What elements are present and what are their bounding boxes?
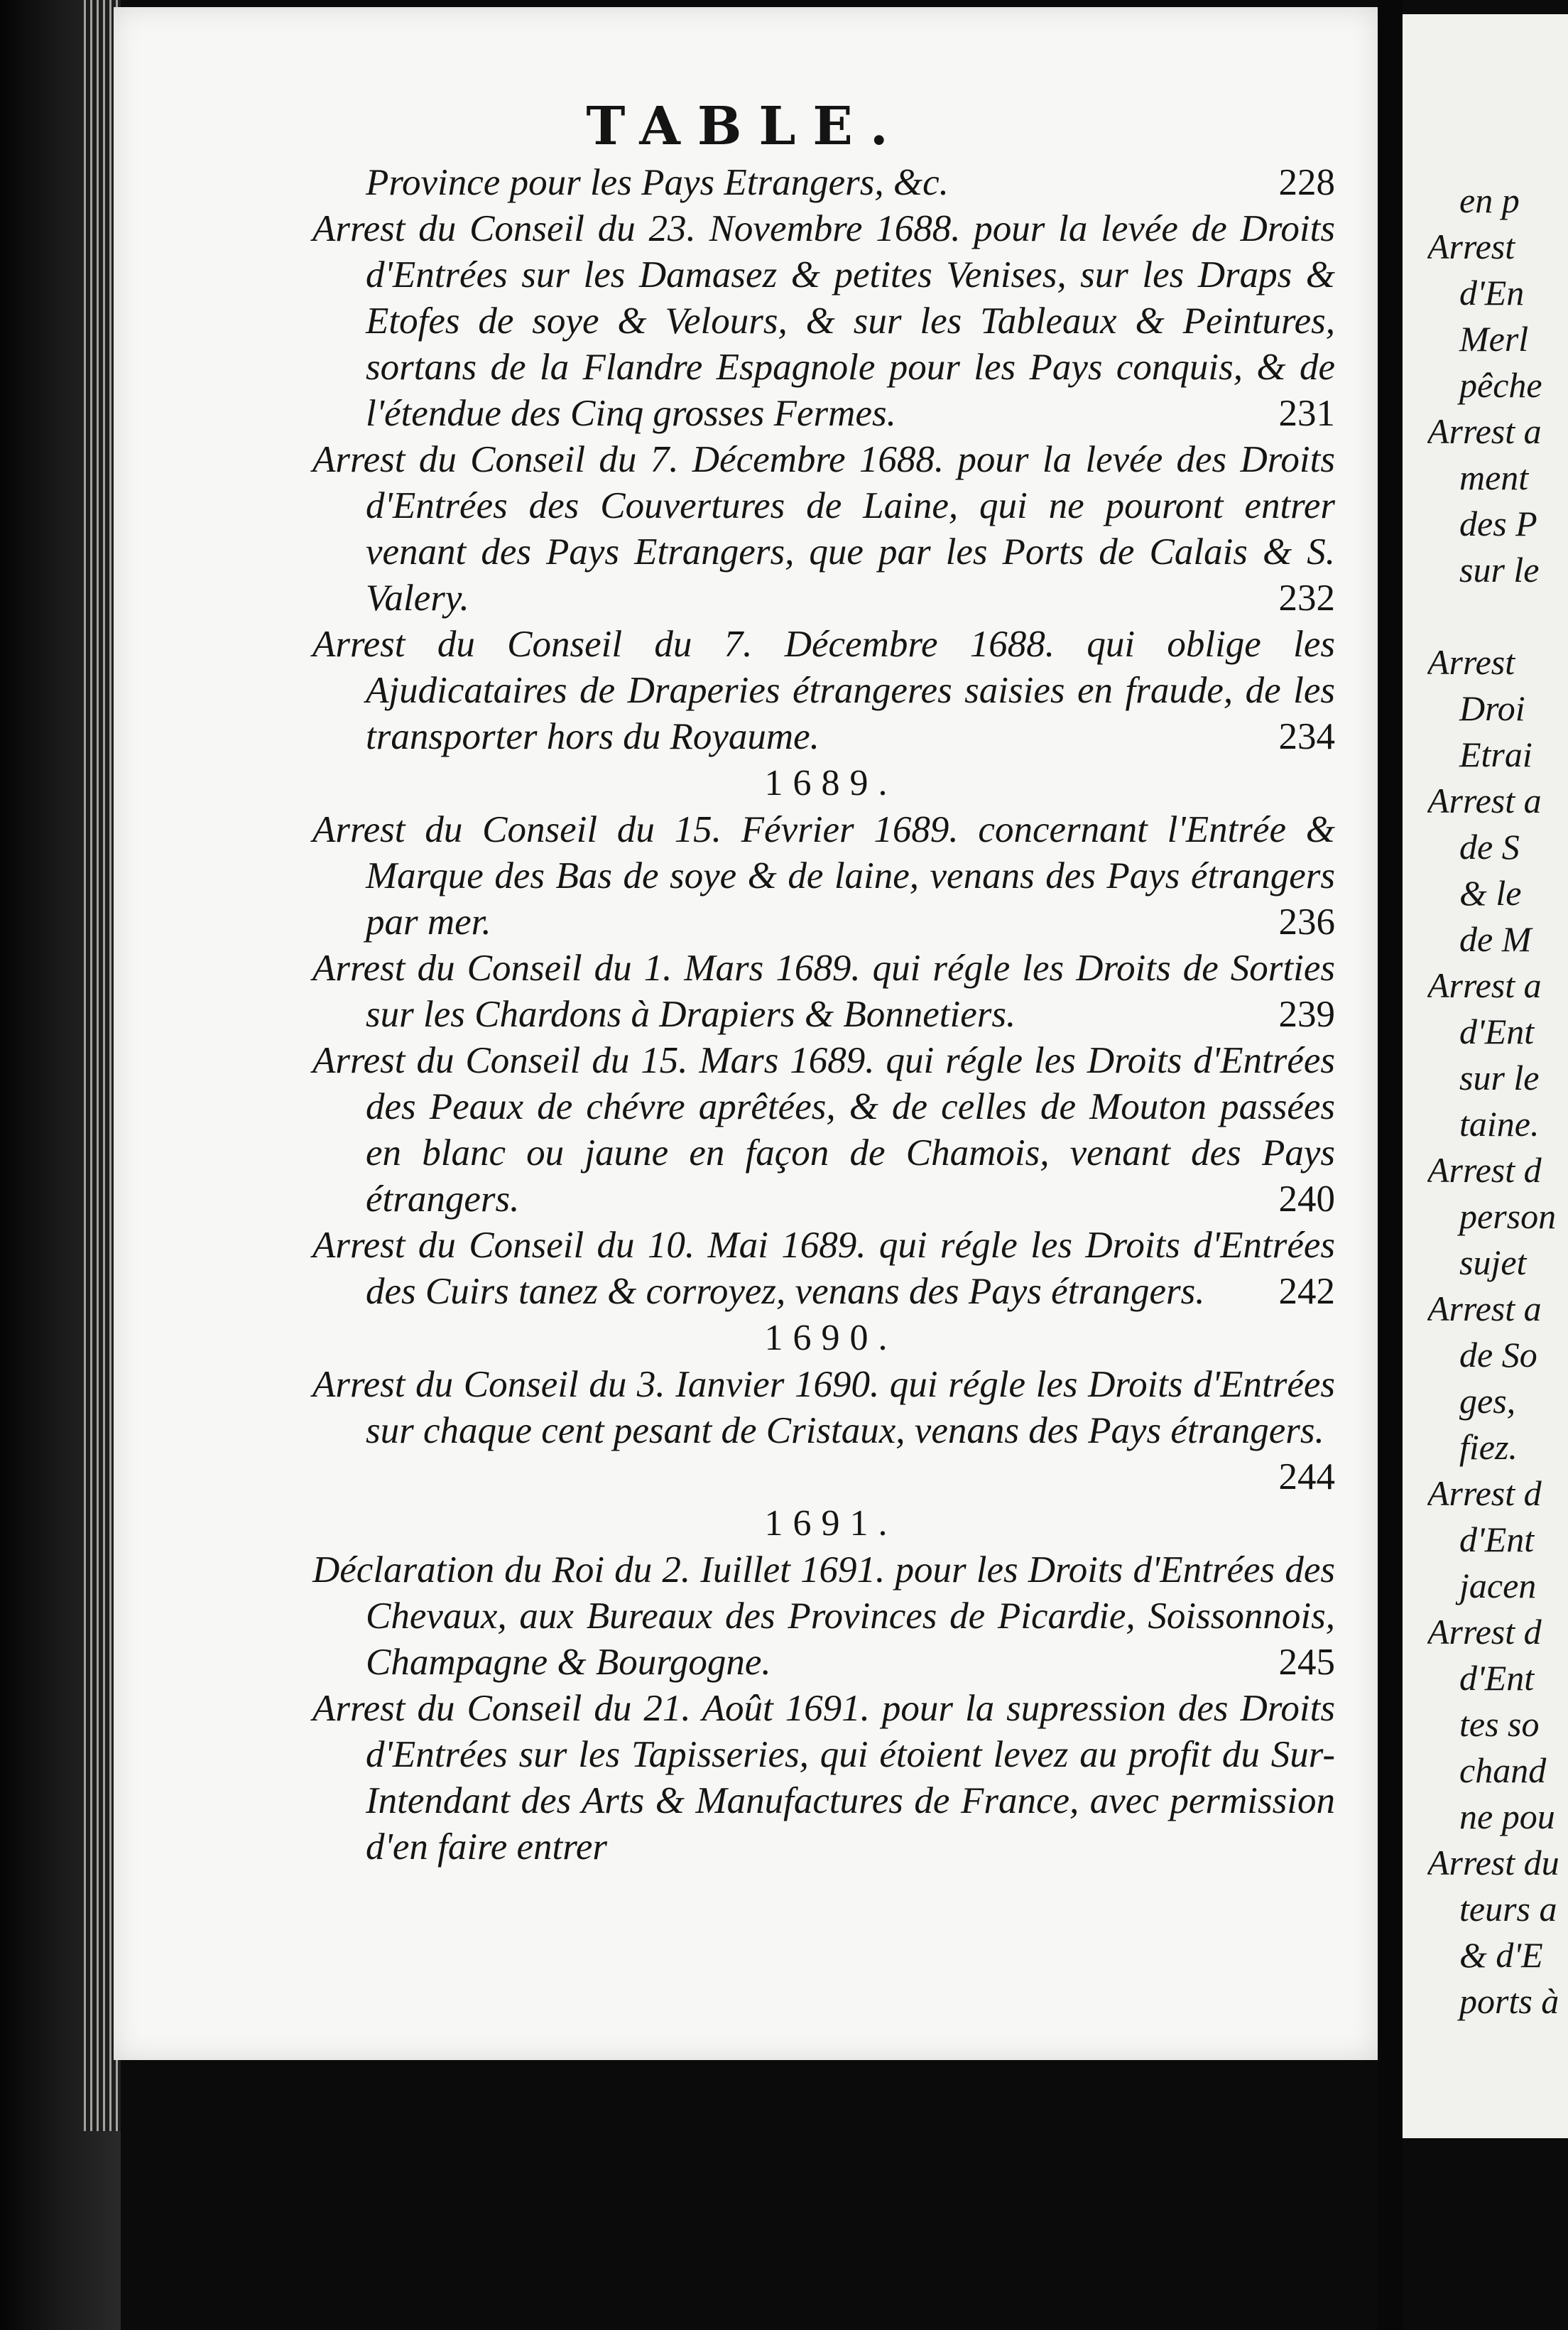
toc-entry xyxy=(312,1547,1335,1686)
toc-entry xyxy=(312,206,1335,437)
right-page-line: de S xyxy=(1459,827,1520,867)
toc-entry-text: Arrest du Conseil du 23. Novembre 1688. pour la levée de Droits d'Entrées sur les Damasez & petites Venises, sur les Draps & Etofes de soye & Velours, & sur les Tableaux & Peintures, sortans de la Flandre Espagnole pour les Pays conquis, & de l'étendue des Cinq grosses Fermes. xyxy=(312,208,1335,434)
right-page-line: Droi xyxy=(1459,688,1525,728)
toc-entry-text: Arrest du Conseil du 21. Août 1691. pour la supression des Droits d'Entrées sur les Tapisseries, qui étoient levez au profit du Sur-Intendant des Arts & Manufactures de France, avec permission d'en faire entrer xyxy=(312,1688,1335,1868)
right-page-line: sujet xyxy=(1459,1242,1527,1282)
right-page-line: de So xyxy=(1459,1335,1537,1375)
toc-entry-text: Arrest du Conseil du 3. Ianvier 1690. qui régle les Droits d'Entrées sur chaque cent pesant de Cristaux, venans des Pays étrangers. xyxy=(312,1364,1335,1451)
toc-entry xyxy=(312,160,1335,206)
right-page-text-fragments xyxy=(1427,178,1568,2025)
toc-entry xyxy=(312,622,1335,760)
center-gutter xyxy=(1378,0,1403,2330)
right-page-line: person xyxy=(1459,1196,1557,1236)
toc-page-number: 239 xyxy=(1278,994,1335,1035)
toc-entry xyxy=(312,1362,1335,1500)
right-page-line: pêche xyxy=(1459,365,1542,405)
right-page-line: d'Ent xyxy=(1459,1658,1535,1698)
toc-entry xyxy=(312,1038,1335,1223)
right-page-line xyxy=(1427,593,1568,639)
right-page-line: Arrest a xyxy=(1427,411,1542,451)
right-page-line: chand xyxy=(1459,1750,1547,1790)
right-page-line: ne pou xyxy=(1459,1797,1555,1836)
right-page-line: Arrest a xyxy=(1427,781,1542,820)
right-page-line: Etrai xyxy=(1459,735,1532,774)
right-page-line: sur le xyxy=(1459,1058,1540,1098)
right-page-line: ports à xyxy=(1459,1981,1559,2021)
toc-entry xyxy=(312,807,1335,945)
year-heading: 1690. xyxy=(764,1318,898,1358)
right-page-line: Arrest xyxy=(1427,227,1515,266)
toc-entry-text: Arrest du Conseil du 7. Décembre 1688. pour la levée des Droits d'Entrées des Couvertures de Laine, qui ne pouront entrer venant des Pays Etrangers, que par les Ports de Calais & S. Valery. xyxy=(312,439,1335,619)
toc-entry xyxy=(312,1223,1335,1315)
right-page-line: Arrest du xyxy=(1427,1843,1559,1882)
toc-page-number: 232 xyxy=(1278,578,1335,619)
right-page-line: ges, xyxy=(1459,1381,1516,1421)
right-page-line: en p xyxy=(1459,180,1520,220)
toc-entry xyxy=(312,945,1335,1038)
right-page-line: & d'E xyxy=(1459,1935,1543,1975)
toc-page-number: 244 xyxy=(1278,1456,1335,1497)
toc-page-number: 245 xyxy=(1278,1642,1335,1683)
toc-entry-text: Arrest du Conseil du 15. Février 1689. concernant l'Entrée & Marque des Bas de soye & de laine, venans des Pays étrangers par mer. xyxy=(312,809,1335,943)
right-page-line: tes so xyxy=(1459,1704,1540,1744)
toc-entry-text: Déclaration du Roi du 2. Iuillet 1691. pour les Droits d'Entrées des Chevaux, aux Bureaux des Provinces de Picardie, Soissonnois, Champagne & Bourgogne. xyxy=(312,1549,1335,1683)
right-page-line: d'En xyxy=(1459,273,1525,313)
toc-page-number: 242 xyxy=(1278,1271,1335,1312)
year-heading: 1691. xyxy=(764,1503,898,1544)
right-page-line: ment xyxy=(1459,457,1529,497)
running-head: TABLE. xyxy=(586,96,905,157)
right-page-line: jacen xyxy=(1459,1566,1537,1605)
right-page-line: Arrest xyxy=(1427,642,1515,682)
right-page-line: d'Ent xyxy=(1459,1519,1535,1559)
right-page-line: des P xyxy=(1459,504,1537,543)
right-page-line: Merl xyxy=(1459,319,1529,359)
right-page-line: d'Ent xyxy=(1459,1012,1535,1051)
toc-entry-text: Arrest du Conseil du 1. Mars 1689. qui régle les Droits de Sorties sur les Chardons à Drapiers & Bonnetiers. xyxy=(312,948,1335,1035)
right-page-line: de M xyxy=(1459,919,1532,959)
table-of-contents xyxy=(312,160,1335,1870)
toc-page-number: 228 xyxy=(1278,162,1335,203)
toc-page-number: 234 xyxy=(1278,716,1335,757)
right-page-line: Arrest a xyxy=(1427,1289,1542,1328)
right-page-line: Arrest d xyxy=(1427,1473,1542,1513)
toc-entry-text: Arrest du Conseil du 10. Mai 1689. qui régle les Droits d'Entrées des Cuirs tanez & corroyez, venans des Pays étrangers. xyxy=(312,1225,1335,1312)
toc-page-number: 240 xyxy=(1278,1178,1335,1220)
right-page-line: taine. xyxy=(1459,1104,1540,1144)
toc-page-number: 236 xyxy=(1278,901,1335,943)
toc-entry-text: Province pour les Pays Etrangers, &c. xyxy=(366,162,949,203)
right-page-line: Arrest a xyxy=(1427,965,1542,1005)
right-page-line: sur le xyxy=(1459,550,1540,590)
right-page-line: fiez. xyxy=(1459,1427,1518,1467)
toc-entry-text: Arrest du Conseil du 15. Mars 1689. qui régle les Droits d'Entrées des Peaux de chévre aprêtées, & de celles de Mouton passées en blanc ou jaune en façon de Chamois, venant des Pays étrangers. xyxy=(312,1040,1335,1220)
toc-entry xyxy=(312,1686,1335,1870)
toc-entry-text: Arrest du Conseil du 7. Décembre 1688. qui oblige les Ajudicataires de Draperies étrangeres saisies en fraude, de les transporter hors du Royaume. xyxy=(312,624,1335,757)
toc-entry xyxy=(312,437,1335,622)
right-page-line: Arrest d xyxy=(1427,1612,1542,1652)
right-page-line: Arrest d xyxy=(1427,1150,1542,1190)
right-page-line: & le xyxy=(1459,873,1522,913)
toc-page-number: 231 xyxy=(1278,393,1335,434)
year-heading: 1689. xyxy=(764,763,898,803)
right-page-line: teurs a xyxy=(1459,1889,1557,1929)
